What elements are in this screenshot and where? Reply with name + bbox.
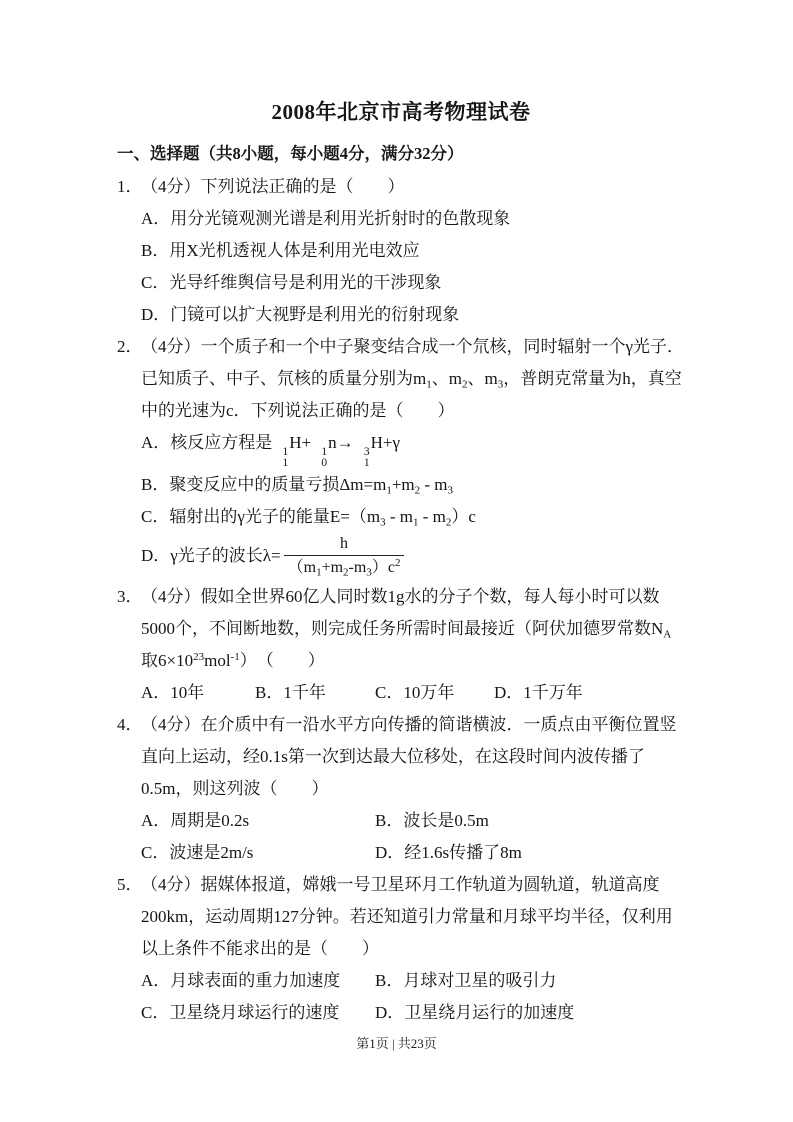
page-title: 2008年北京市高考物理试卷 [271,100,531,124]
sub-script: 3 [380,516,386,529]
option-label: C． [141,273,170,292]
question-number: 3． [117,587,143,606]
nuclide-mass-number: 1 [282,446,289,458]
option-item: D．门镜可以扩大视野是利用光的衍射现象 [141,305,460,324]
option-label: B． [375,971,404,990]
sub-script: 3 [366,566,372,579]
option-item: D．经1.6s传播了8m [375,843,522,862]
nuclide-atomic-number: 1 [363,457,370,469]
question-stem: 5．（4分）据媒体报道，嫦娥一号卫星环月工作轨道为圆轨道，轨道高度200km，运动周期127分钟。若还知道引力常量和月球平均半径，仅利用以上条件不能求出的是（ ） [117,869,685,965]
fraction-numerator: h [284,534,405,556]
option-label: B． [375,811,404,830]
sub-script: A [663,628,672,641]
option-item: B．用X光机透视人体是利用光电效应 [141,241,420,260]
option-item: B．聚变反应中的质量亏损$\Delta m=m_1+m_2 - m_3$ [141,475,454,497]
option-label: D． [375,843,405,862]
options-group [117,677,685,709]
option-item: A．月球表面的重力加速度 [141,971,341,990]
option-item: A．用分光镜观测光谱是利用光折射时的色散现象 [141,209,511,228]
option-item: C．10万年 [375,683,455,702]
section-heading: 一、选择题（共8小题，每小题4分，满分32分） [117,144,464,163]
question-item [117,709,685,869]
page-footer: 第1页 | 共23页 [356,1036,437,1051]
option-label: A． [141,811,171,830]
sup-script: 23 [193,650,205,663]
option-label: A． [141,971,171,990]
option-item: C．辐射出的γ光子的能量$E=(m_3 - m_1 - m_2)c$ [141,507,476,529]
question-number: 4． [117,715,143,734]
option-label: D． [141,305,171,324]
sub-script: 2 [414,484,421,497]
nuclide-prescript [283,447,289,469]
nuclide-prescript [364,447,370,469]
fraction [284,534,405,578]
option-label: C． [141,843,170,862]
option-item: B．1千年 [255,683,326,702]
question-list [117,171,685,1029]
sub-script: 3 [447,484,454,497]
nuclide-atomic-number: 1 [282,457,289,469]
option-label: A． [141,433,171,452]
option-item: D．卫星绕月运行的加速度 [375,1003,575,1022]
sub-script: 2 [445,516,452,529]
sub-script: 1 [386,484,392,497]
question-item [117,331,685,581]
option-item: B．月球对卫星的吸引力 [375,971,557,990]
option-label: C． [141,507,170,526]
option-item: C．光导纤维舆信号是利用光的干涉现象 [141,273,442,292]
sup-script: -1 [230,650,240,663]
option-label: B． [141,475,170,494]
option-label: C． [375,683,404,702]
nuclide-atomic-number: 0 [321,457,328,469]
option-label: A． [141,209,171,228]
option-label: D． [141,545,171,565]
fraction-denominator: $(m_1+m_2-m_3)c^2$ [287,556,401,579]
question-number: 2． [117,337,143,356]
option-label: D． [494,683,524,702]
options-group [117,805,685,869]
options-group [117,965,685,1029]
option-label: C． [141,1003,170,1022]
question-item [117,581,685,709]
option-label: B． [141,241,170,260]
option-item: A．10年 [141,683,205,702]
option-label: B． [255,683,284,702]
option-item: D．1千万年 [494,683,583,702]
sub-script: 2 [461,378,468,391]
question-stem: 4．（4分）在介质中有一沿水平方向传播的简谐横波．一质点由平衡位置竖直向上运动，经0.1s第一次到达最大位移处，在这段时间内波传播了0.5m，则这列波（ ） [117,709,685,805]
option-item: B．波长是0.5m [375,811,489,830]
question-stem: 1．（4分）下列说法正确的是（ ） [117,171,685,203]
sub-script: 1 [316,566,322,579]
nuclide-mass-number: 3 [363,446,370,458]
option-item: C．卫星绕月球运行的速度 [141,1003,340,1022]
option-label: D． [375,1003,405,1022]
question-item [117,869,685,1029]
option-item: A．核反应方程是 1 1 H+ 1 0 n→ 3 1 H+γ [141,433,401,469]
options-group [117,203,685,331]
question-stem: 3．（4分）假如全世界60亿人同时数1g水的分子个数，每人每小时可以数5000个，不间断地数，则完成任务所需时间最接近（阿伏加德罗常数$N_A$取$6\times 10^{23}mol^{-1}$） （ ） [117,581,685,677]
sub-script: 1 [426,378,432,391]
sub-script: 3 [497,378,504,391]
sub-script: 2 [343,566,349,579]
nuclide-prescript [321,447,327,469]
sup-script: 2 [394,556,401,569]
question-item [117,171,685,331]
question-number: 1． [117,177,143,196]
nuclide-mass-number: 1 [321,446,328,458]
question-number: 5． [117,875,143,894]
option-label: A． [141,683,171,702]
question-stem: 2．（4分）一个质子和一个中子聚变结合成一个氘核，同时辐射一个γ光子．已知质子、中子、氘核的质量分别为$m_1$、$m_2$、$m_3$，普朗克常量为h，真空中的光速为c．下列说法正确的是（ ） [117,331,685,427]
options-group [117,427,685,581]
sub-script: 1 [412,516,419,529]
option-item: D．γ光子的波长λ= $\frac{h}{(m_1+m_2-m_3)c^2}$ [141,533,685,581]
option-item: C．波速是2m/s [141,843,254,862]
option-item: A．周期是0.2s [141,811,250,830]
